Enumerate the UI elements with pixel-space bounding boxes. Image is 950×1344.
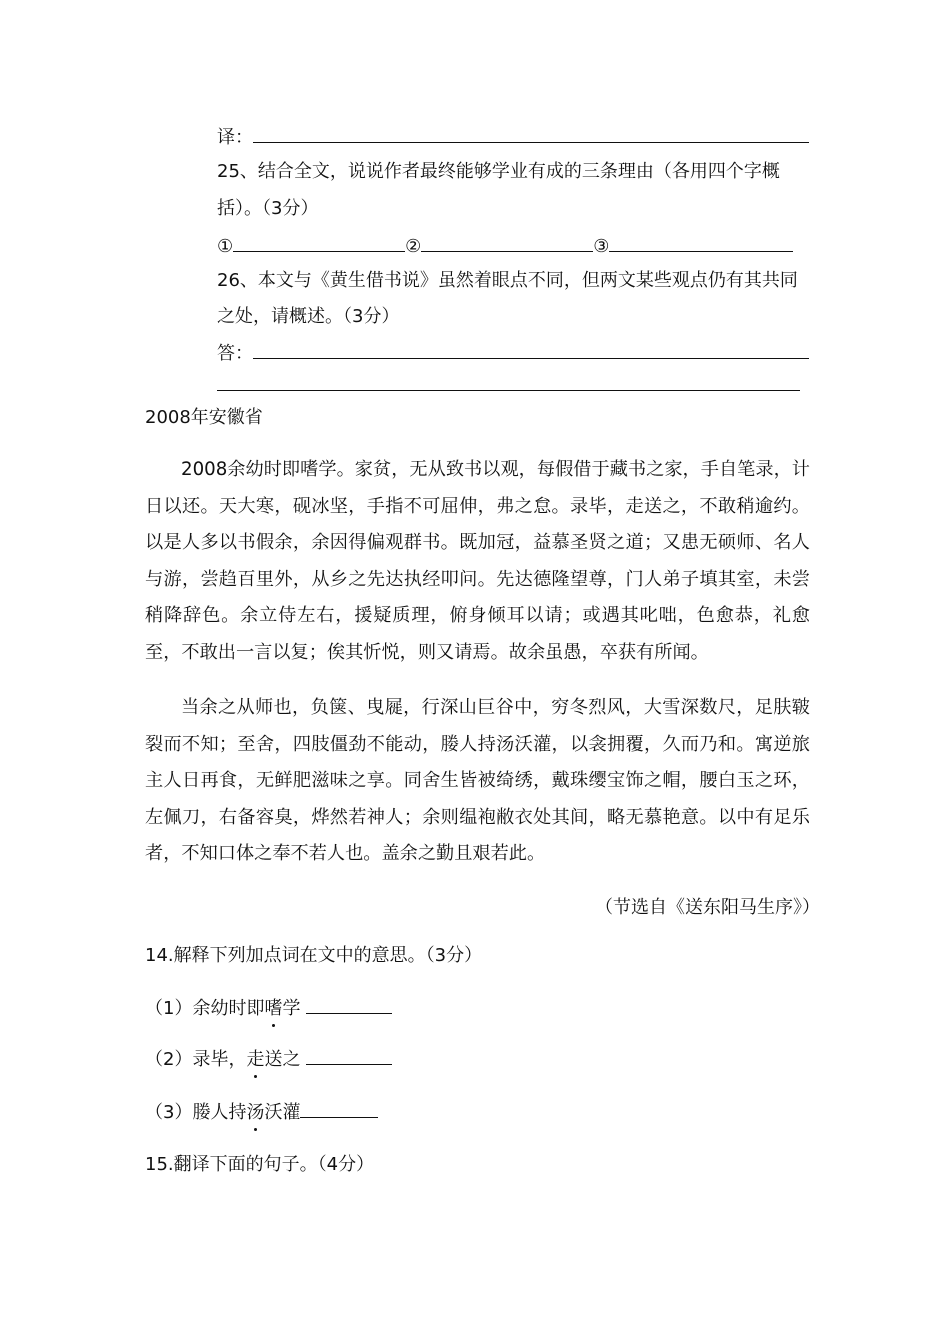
q14-3-blank[interactable] <box>300 1099 378 1118</box>
q14-3-prefix: （3）媵人持 <box>145 1102 247 1123</box>
passage-source: （节选自《送东阳马生序》） <box>595 897 820 918</box>
q14-1-prefix: （1）余幼时即 <box>145 998 265 1019</box>
question-15-title: 15.翻译下面的句子。（4分） <box>145 1154 375 1175</box>
passage-paragraph-2-text: 当余之从师也，负箧、曳屣，行深山巨谷中，穷冬烈风，大雪深数尺，足肤皲裂而不知；至舍，四肢僵劲不能动，媵人持汤沃灌，以衾拥覆，久而乃和。寓逆旅主人日再食，无鲜肥滋味之享。同舍生皆被绮绣，戴珠缨宝饰之帽，腰白玉之环，左佩刀，右备容臭，烨然若神人；余则缊袍敝衣处其间，略无慕艳意。以中有足乐者，不知口体之奉不若人也。盖余之勤且艰若此。 <box>145 697 810 864</box>
q14-2-dotted-word: 走 <box>246 1049 265 1070</box>
section-title: 2008年安徽省 <box>145 407 263 428</box>
question-14-item-3 <box>145 1099 378 1123</box>
blank-1-label: ① <box>217 236 234 257</box>
translate-blank[interactable] <box>253 124 809 143</box>
translate-label: 译： <box>217 127 253 148</box>
q14-3-suffix: 沃灌 <box>264 1102 301 1123</box>
blank-3-label: ③ <box>593 236 610 257</box>
q14-3-dotted-word: 汤 <box>246 1102 265 1123</box>
question-14-item-2 <box>145 1046 392 1070</box>
q14-1-blank[interactable] <box>306 995 392 1014</box>
q14-1-suffix: 学 <box>282 998 307 1019</box>
question-14-item-1 <box>145 995 392 1019</box>
answer-label: 答： <box>217 343 253 364</box>
translate-answer-line <box>217 124 809 148</box>
blank-2-line[interactable] <box>421 233 593 252</box>
passage-paragraph-2 <box>145 690 810 873</box>
question-25-blanks <box>217 233 793 257</box>
question-25-line2: 括）。（3分） <box>217 198 319 219</box>
question-25-line1: 25、结合全文，说说作者最终能够学业有成的三条理由（各用四个字概 <box>217 161 780 182</box>
question-26-line2: 之处，请概述。（3分） <box>217 306 400 327</box>
blank-2-label: ② <box>405 236 422 257</box>
q14-2-prefix: （2）录毕， <box>145 1049 247 1070</box>
q14-1-dotted-word: 嗜 <box>264 998 283 1019</box>
question-26-answer-line <box>217 340 809 364</box>
blank-1-line[interactable] <box>233 233 405 252</box>
question-14-title: 14.解释下列加点词在文中的意思。（3分） <box>145 945 483 966</box>
q14-2-suffix: 送之 <box>264 1049 307 1070</box>
question-26-line1: 26、本文与《黄生借书说》虽然着眼点不同，但两文某些观点仍有其共同 <box>217 270 798 291</box>
answer-blank-2[interactable] <box>217 390 800 391</box>
q14-2-blank[interactable] <box>306 1046 392 1065</box>
passage-paragraph-1-text: 2008余幼时即嗜学。家贫，无从致书以观，每假借于藏书之家，手自笔录，计日以还。天大寒，砚冰坚，手指不可屈伸，弗之怠。录毕，走送之，不敢稍逾约。以是人多以书假余，余因得偏观群书。既加冠，益慕圣贤之道；又患无硕师、名人与游，尝趋百里外，从乡之先达执经叩问。先达德隆望尊，门人弟子填其室，未尝稍降辞色。余立侍左右，援疑质理，俯身倾耳以请；或遇其叱咄，色愈恭，礼愈至，不敢出一言以复；俟其忻悦，则又请焉。故余虽愚，卒获有所闻。 <box>145 459 810 663</box>
answer-blank[interactable] <box>253 340 809 359</box>
blank-3-line[interactable] <box>609 233 793 252</box>
passage-paragraph-1 <box>145 452 810 671</box>
